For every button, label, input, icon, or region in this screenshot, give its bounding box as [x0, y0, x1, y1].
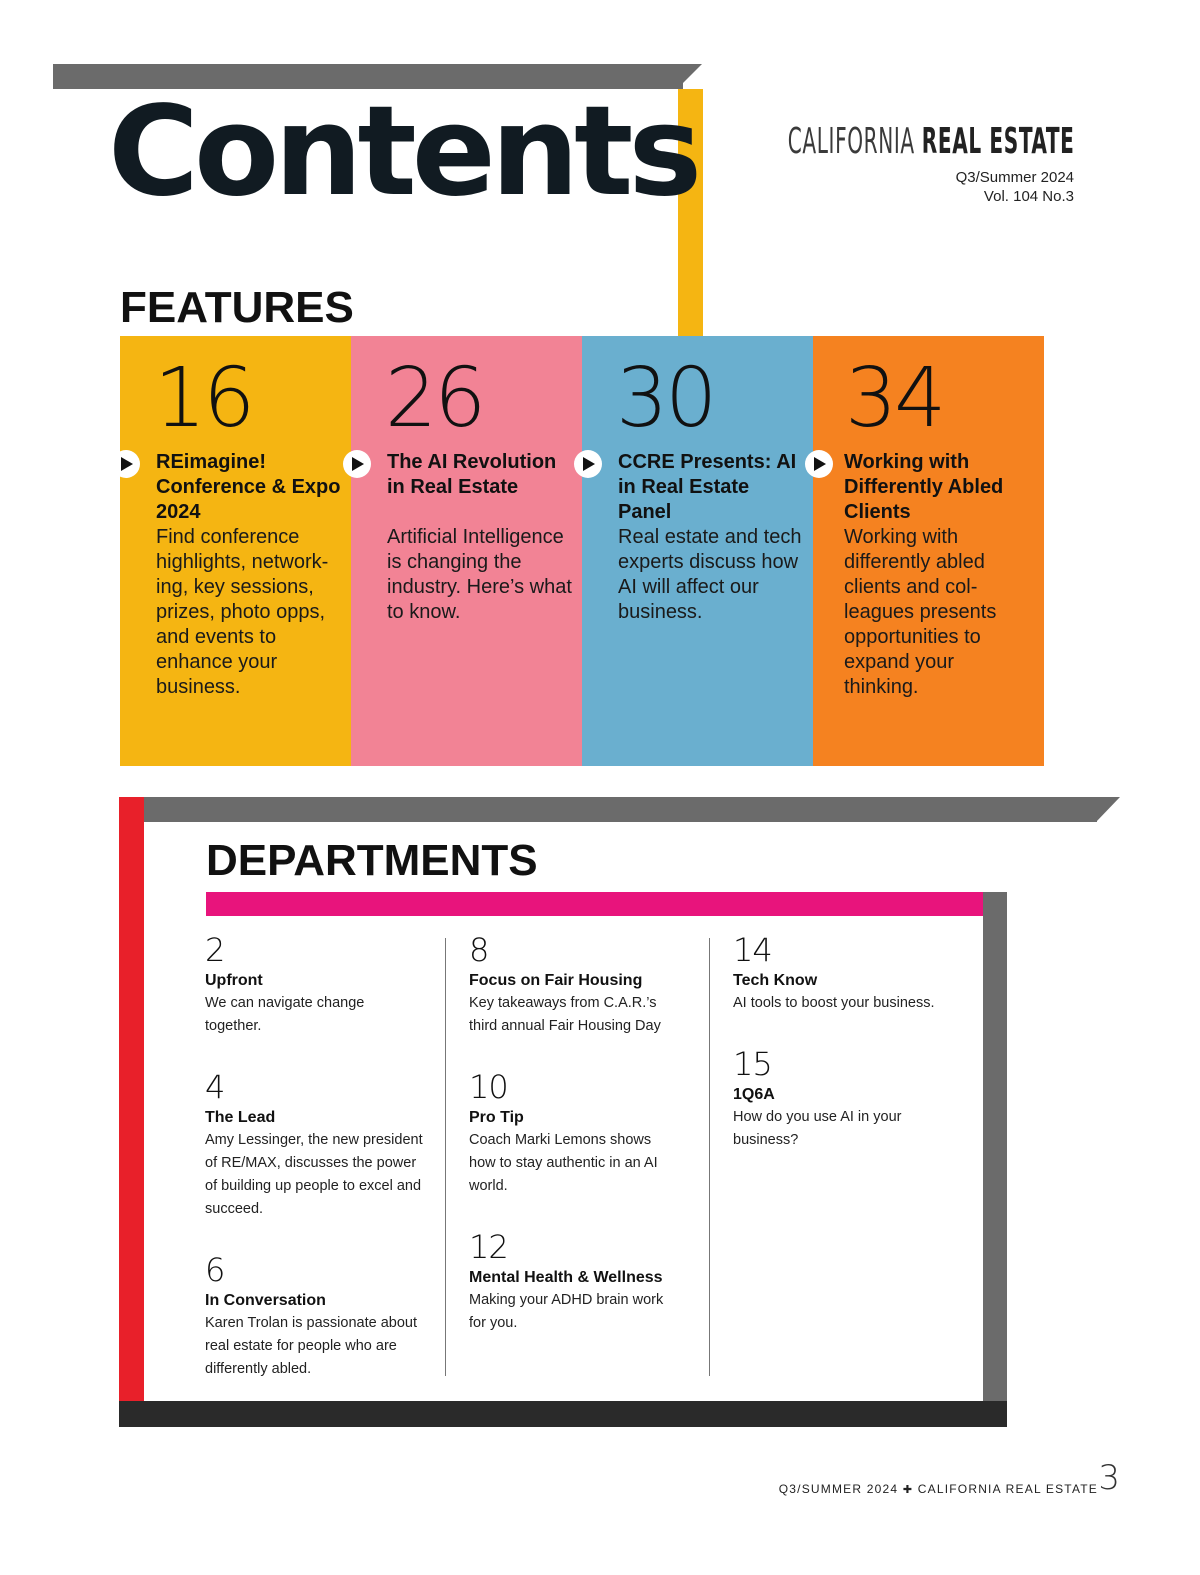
play-arrow-icon: [343, 450, 371, 478]
department-title: Mental Health & Wellness: [469, 1269, 663, 1286]
play-arrow-icon: [112, 450, 140, 478]
feature-page-number: 26: [385, 351, 484, 446]
issue-date: Q3/Summer 2024: [955, 169, 1074, 186]
column-divider: [445, 938, 446, 1376]
department-page-number: 15: [733, 1045, 772, 1083]
footer-separator: ✚: [902, 1484, 914, 1496]
departments-frame-red-bar: [119, 797, 144, 1401]
departments-magenta-bar: [206, 892, 986, 916]
department-page-number: 14: [733, 931, 772, 969]
feature-description: Real estate and tech experts discuss how AI will affect our business.: [618, 526, 802, 623]
feature-panel-1[interactable]: [120, 336, 352, 766]
department-title: Upfront: [205, 972, 263, 989]
department-page-number: 6: [205, 1251, 225, 1289]
department-item-the-lead[interactable]: [205, 1069, 430, 1221]
play-arrow-icon: [574, 450, 602, 478]
department-description: Amy Lessinger, the new president of RE/MAX, discusses the power of building up people to excel and succeed.: [205, 1132, 423, 1217]
page-title: Contents: [108, 80, 698, 224]
department-description: Key takeaways from C.A.R.’s third annual Fair Housing Day: [469, 995, 661, 1034]
department-page-number: 8: [469, 931, 489, 969]
department-description: Coach Marki Lemons shows how to stay authentic in an AI world.: [469, 1132, 658, 1194]
department-description: Making your ADHD brain work for you.: [469, 1292, 664, 1331]
department-page-number: 4: [205, 1068, 225, 1106]
feature-title: REimagine! Conference & Expo 2024: [156, 451, 341, 523]
department-description: AI tools to boost your business.: [733, 995, 935, 1011]
department-page-number: 10: [469, 1068, 508, 1106]
department-description: How do you use AI in your business?: [733, 1109, 902, 1148]
feature-panel-4[interactable]: [813, 336, 1044, 766]
page-number: 3: [1098, 1458, 1120, 1498]
department-item-in-conversation[interactable]: [205, 1252, 430, 1381]
department-page-number: 12: [469, 1228, 508, 1266]
departments-frame-top-corner: [1096, 797, 1120, 822]
feature-title: CCRE Presents: AI in Real Estate Panel: [618, 451, 797, 523]
feature-page-number: 34: [845, 351, 944, 446]
department-title: In Conversation: [205, 1292, 326, 1309]
department-item-mental-health[interactable]: [469, 1229, 684, 1335]
departments-frame-top: [119, 797, 1097, 822]
feature-page-number: 30: [616, 351, 715, 446]
issue-volume: Vol. 104 No.3: [983, 188, 1074, 205]
department-title: 1Q6A: [733, 1086, 775, 1103]
department-title: Tech Know: [733, 972, 818, 989]
feature-panel-2[interactable]: [351, 336, 583, 766]
departments-heading: DEPARTMENTS: [206, 836, 538, 885]
feature-title: Working with Differently Abled Clients: [844, 451, 1004, 523]
department-item-pro-tip[interactable]: [469, 1069, 679, 1198]
footer-magazine: CALIFORNIA REAL ESTATE: [917, 1482, 1098, 1496]
department-item-tech-know[interactable]: [733, 932, 968, 1015]
department-description: Karen Trolan is passionate about real estate for people who are differently abled.: [205, 1315, 417, 1377]
department-title: Focus on Fair Housing: [469, 972, 643, 989]
feature-description: Artificial Intelligence is changing the industry. Here’s what to know.: [387, 526, 572, 623]
department-title: Pro Tip: [469, 1109, 524, 1126]
column-divider: [709, 938, 710, 1376]
play-arrow-icon: [805, 450, 833, 478]
magazine-name: [787, 121, 1074, 162]
department-item-1q6a[interactable]: [733, 1046, 923, 1152]
feature-description: Working with differently abled clients and col-leagues presents opportunities to expand your thinking.: [844, 526, 997, 698]
issue-info: [956, 168, 1074, 206]
departments-frame-bottom: [119, 1401, 1007, 1427]
feature-title: The AI Revolution in Real Estate: [387, 451, 557, 498]
department-item-fair-housing[interactable]: [469, 932, 684, 1038]
magazine-name-bold: REAL ESTATE: [921, 121, 1074, 162]
magazine-name-light: CALIFORNIA: [787, 121, 915, 162]
feature-description: Find conference highlights, network-ing, key sessions, prizes, photo opps, and events to enhance your business.: [156, 526, 329, 698]
departments-frame-right: [983, 892, 1007, 1402]
department-title: The Lead: [205, 1109, 276, 1126]
page-footer: [779, 1482, 1098, 1496]
features-heading: FEATURES: [120, 283, 354, 332]
footer-issue: Q3/SUMMER 2024: [778, 1482, 899, 1496]
department-description: We can navigate change together.: [205, 995, 365, 1034]
feature-panel-3[interactable]: [582, 336, 814, 766]
feature-page-number: 16: [154, 351, 253, 446]
department-page-number: 2: [205, 931, 225, 969]
department-item-upfront[interactable]: [205, 932, 395, 1038]
